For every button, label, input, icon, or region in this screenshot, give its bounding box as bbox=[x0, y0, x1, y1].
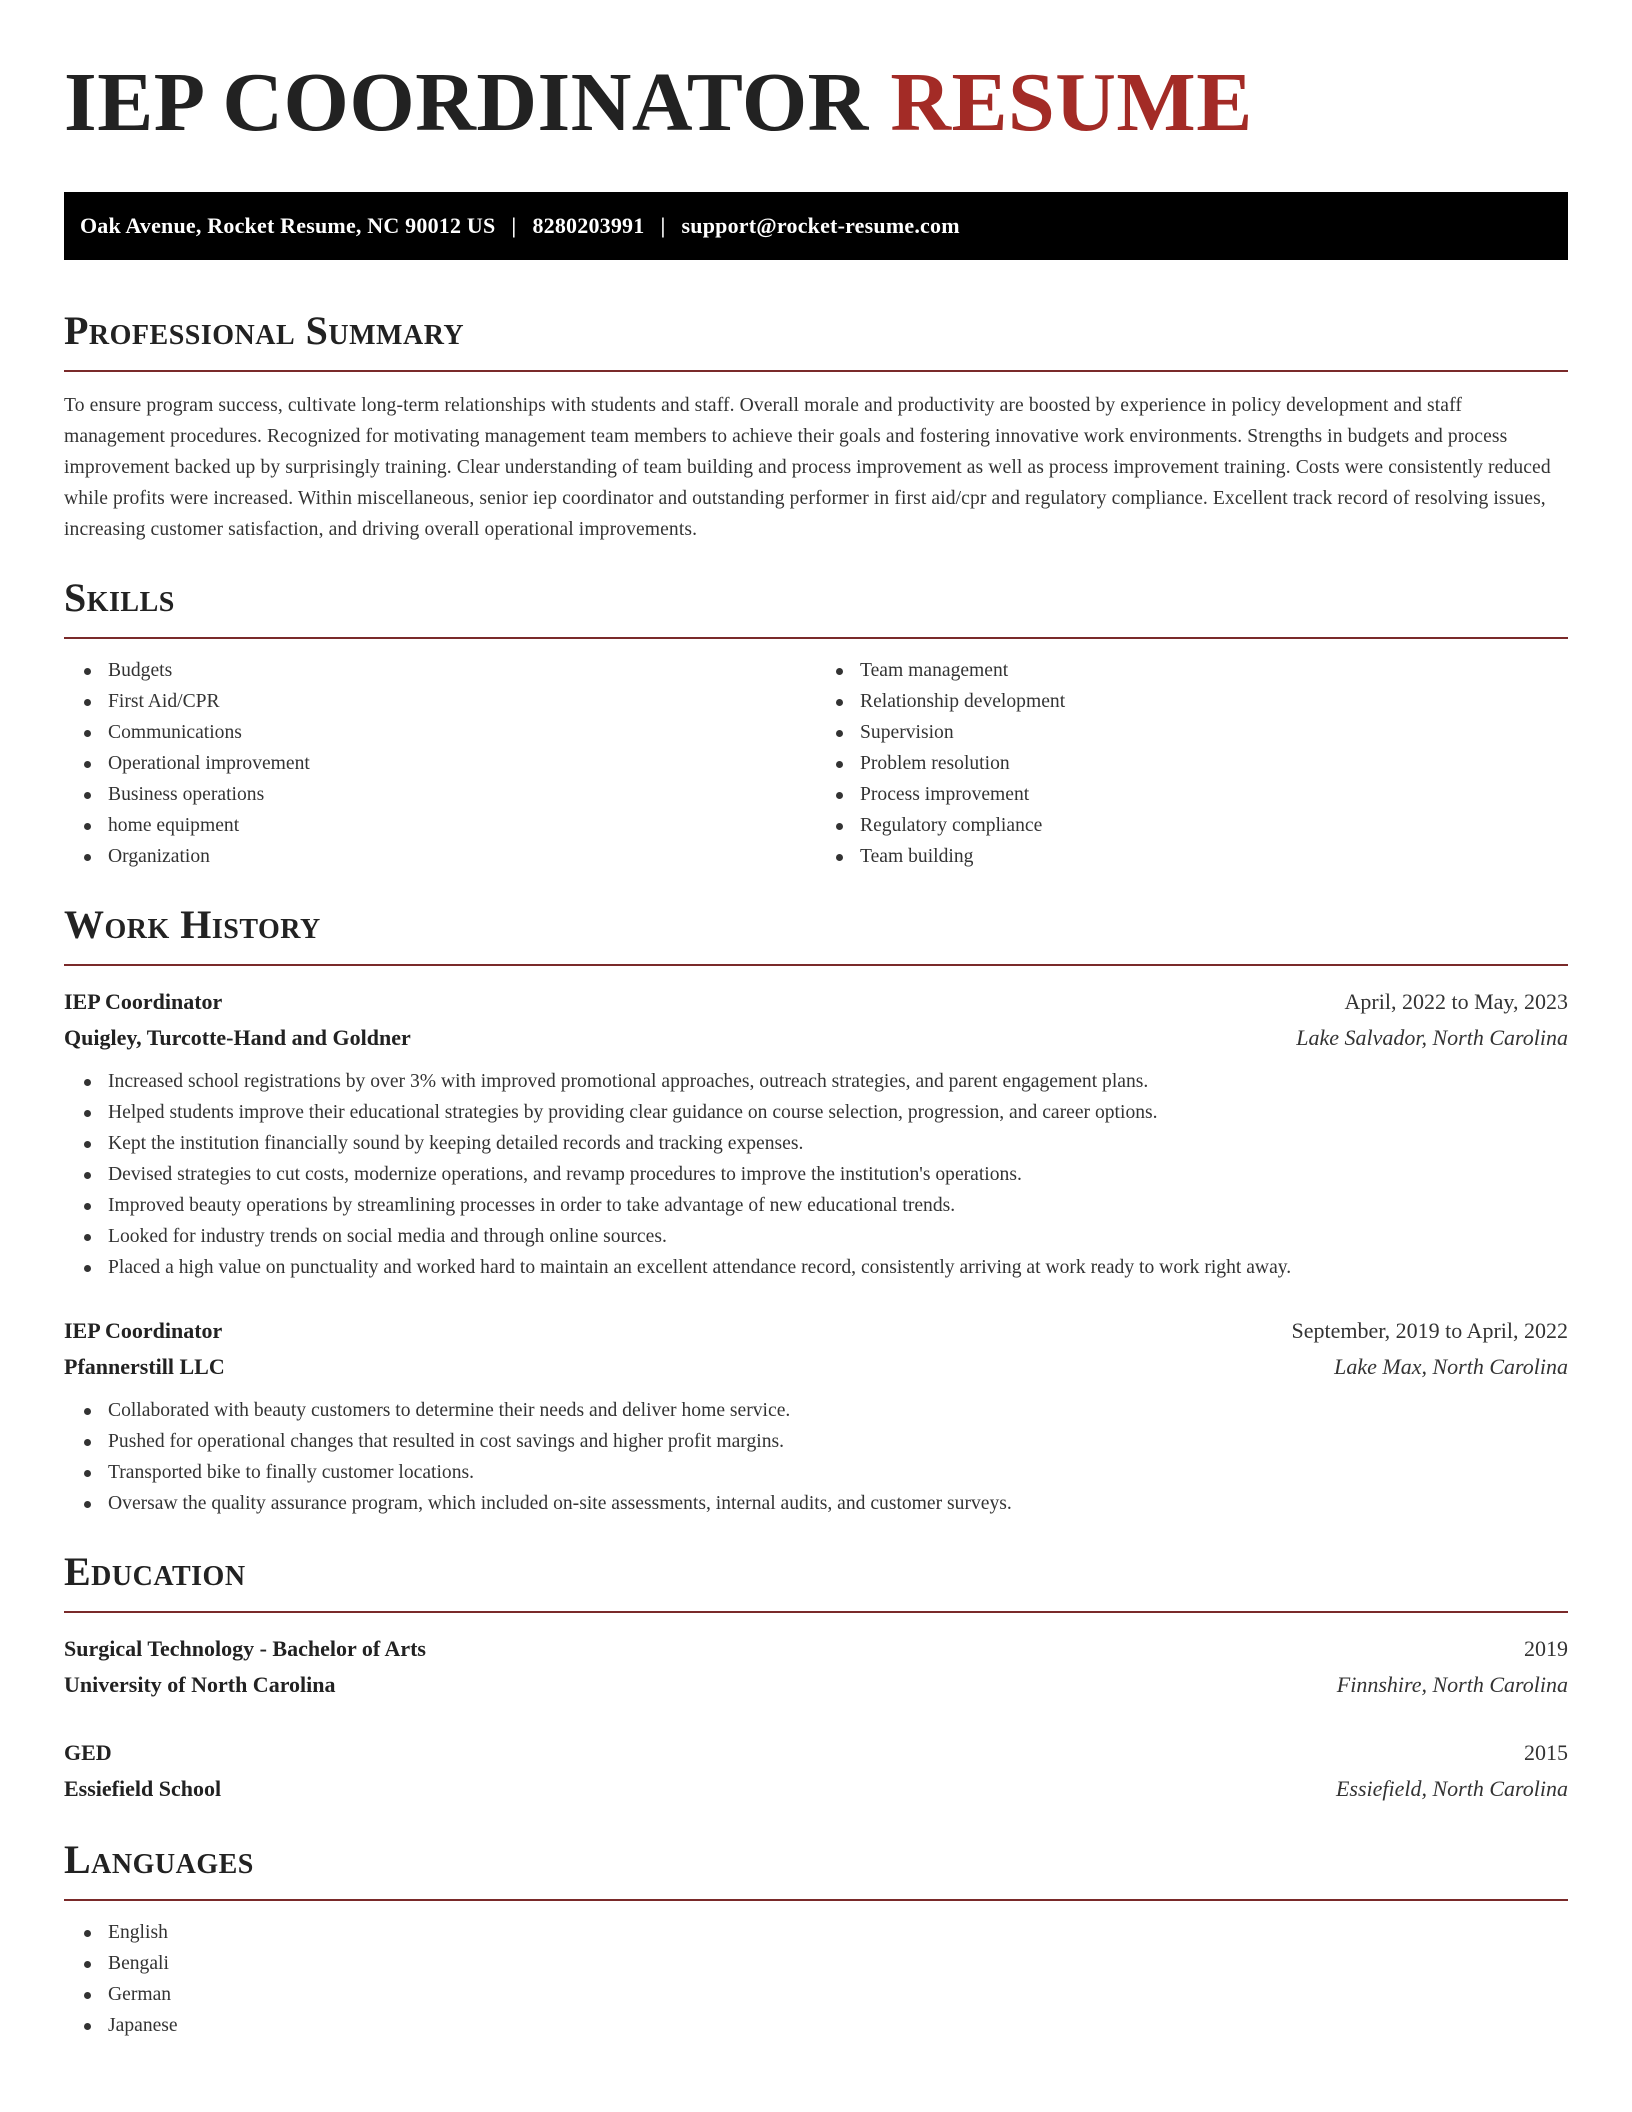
language-item: Bengali bbox=[64, 1948, 1568, 1979]
education-school: Essiefield School bbox=[64, 1776, 222, 1801]
section-divider bbox=[64, 1899, 1568, 1901]
job-dates: April, 2022 to May, 2023 bbox=[1344, 989, 1568, 1014]
summary-section bbox=[64, 306, 1568, 545]
skill-item: Operational improvement bbox=[64, 748, 816, 779]
language-item: English bbox=[64, 1917, 1568, 1948]
skill-item: home equipment bbox=[64, 810, 816, 841]
job-bullet: Transported bike to finally customer locations. bbox=[64, 1457, 1568, 1488]
job-bullet: Placed a high value on punctuality and worked hard to maintain an excellent attendance record, consistently arriving at work ready to work right away. bbox=[64, 1252, 1568, 1283]
job-bullets bbox=[64, 1395, 1568, 1519]
skill-item: Supervision bbox=[816, 717, 1568, 748]
skill-item: Business operations bbox=[64, 779, 816, 810]
job-location: Lake Max, North Carolina bbox=[1334, 1354, 1568, 1379]
job-bullet: Improved beauty operations by streamlining processes in order to take advantage of new educational trends. bbox=[64, 1190, 1568, 1221]
work-history-section bbox=[64, 900, 1568, 1519]
work-history-heading: Work History bbox=[64, 902, 321, 947]
section-divider bbox=[64, 1611, 1568, 1613]
job-bullet: Pushed for operational changes that resulted in cost savings and higher profit margins. bbox=[64, 1426, 1568, 1457]
languages-section bbox=[64, 1835, 1568, 2041]
job-bullets bbox=[64, 1066, 1568, 1283]
title-accent: RESUME bbox=[890, 56, 1253, 149]
job-bullet: Kept the institution financially sound by keeping detailed records and tracking expenses. bbox=[64, 1128, 1568, 1159]
education-degree: Surgical Technology - Bachelor of Arts bbox=[64, 1636, 426, 1661]
education-entry bbox=[64, 1735, 1568, 1807]
job-entry bbox=[64, 984, 1568, 1283]
skill-item: Regulatory compliance bbox=[816, 810, 1568, 841]
job-title: IEP Coordinator bbox=[64, 1318, 223, 1343]
education-degree-row bbox=[64, 1631, 1568, 1667]
languages-list bbox=[64, 1917, 1568, 2041]
skills-heading: Skills bbox=[64, 575, 175, 620]
job-bullet: Helped students improve their educational strategies by providing clear guidance on course selection, progression, and career options. bbox=[64, 1097, 1568, 1128]
contact-address: Oak Avenue, Rocket Resume, NC 90012 US bbox=[80, 213, 496, 238]
job-company-row bbox=[64, 1020, 1568, 1056]
education-heading: Education bbox=[64, 1549, 246, 1594]
job-bullet: Collaborated with beauty customers to determine their needs and deliver home service. bbox=[64, 1395, 1568, 1426]
skill-item: First Aid/CPR bbox=[64, 686, 816, 717]
skill-item: Team management bbox=[816, 655, 1568, 686]
education-entry bbox=[64, 1631, 1568, 1703]
skill-item: Relationship development bbox=[816, 686, 1568, 717]
job-title: IEP Coordinator bbox=[64, 989, 223, 1014]
education-year: 2015 bbox=[1524, 1740, 1568, 1765]
languages-heading: Languages bbox=[64, 1837, 254, 1882]
summary-text: To ensure program success, cultivate long-term relationships with students and staff. Overall morale and productivity are boosted by experience in policy development and staff management procedures. Recognized for motivating management team members to achieve their goals and fostering innovative work environments. Strengths in budgets and process improvement backed up by surprisingly training. Clear understanding of team building and process improvement as well as process improvement training. Costs were consistently reduced while profits were increased. Within miscellaneous, senior iep coordinator and outstanding performer in first aid/cpr and regulatory compliance. Excellent track record of resolving issues, increasing customer satisfaction, and driving overall operational improvements. bbox=[64, 395, 1551, 540]
job-bullet: Oversaw the quality assurance program, which included on-site assessments, internal audits, and customer surveys. bbox=[64, 1488, 1568, 1519]
job-location: Lake Salvador, North Carolina bbox=[1296, 1025, 1568, 1050]
skills-grid bbox=[64, 655, 1568, 872]
section-divider bbox=[64, 964, 1568, 966]
skills-list-left bbox=[64, 655, 816, 872]
resume-title bbox=[64, 58, 1568, 148]
title-main: IEP COORDINATOR bbox=[64, 56, 869, 149]
job-bullet: Devised strategies to cut costs, modernize operations, and revamp procedures to improve the institution's operations. bbox=[64, 1159, 1568, 1190]
education-section bbox=[64, 1547, 1568, 1807]
education-location: Essiefield, North Carolina bbox=[1335, 1776, 1568, 1801]
skill-item: Communications bbox=[64, 717, 816, 748]
language-item: Japanese bbox=[64, 2010, 1568, 2041]
job-company: Pfannerstill LLC bbox=[64, 1354, 225, 1379]
section-divider bbox=[64, 637, 1568, 639]
skill-item: Team building bbox=[816, 841, 1568, 872]
skills-section bbox=[64, 573, 1568, 872]
contact-separator: | bbox=[511, 213, 517, 238]
education-year: 2019 bbox=[1524, 1636, 1568, 1661]
job-header-row bbox=[64, 1313, 1568, 1349]
job-company-row bbox=[64, 1349, 1568, 1385]
education-school: University of North Carolina bbox=[64, 1672, 336, 1697]
job-header-row bbox=[64, 984, 1568, 1020]
education-location: Finnshire, North Carolina bbox=[1336, 1672, 1568, 1697]
job-entry bbox=[64, 1313, 1568, 1519]
job-company: Quigley, Turcotte-Hand and Goldner bbox=[64, 1025, 411, 1050]
job-bullet: Increased school registrations by over 3% with improved promotional approaches, outreach strategies, and parent engagement plans. bbox=[64, 1066, 1568, 1097]
skill-item: Organization bbox=[64, 841, 816, 872]
education-degree-row bbox=[64, 1735, 1568, 1771]
skill-item: Problem resolution bbox=[816, 748, 1568, 779]
contact-separator: | bbox=[660, 213, 666, 238]
education-school-row bbox=[64, 1667, 1568, 1703]
skills-list-right bbox=[816, 655, 1568, 872]
skill-item: Process improvement bbox=[816, 779, 1568, 810]
summary-heading: Professional Summary bbox=[64, 308, 465, 353]
job-bullet: Looked for industry trends on social media and through online sources. bbox=[64, 1221, 1568, 1252]
education-school-row bbox=[64, 1771, 1568, 1807]
language-item: German bbox=[64, 1979, 1568, 2010]
skill-item: Budgets bbox=[64, 655, 816, 686]
contact-phone: 8280203991 bbox=[532, 213, 645, 238]
contact-bar bbox=[64, 192, 1568, 260]
contact-email: support@rocket-resume.com bbox=[681, 213, 960, 238]
section-divider bbox=[64, 370, 1568, 372]
job-dates: September, 2019 to April, 2022 bbox=[1291, 1318, 1568, 1343]
education-degree: GED bbox=[64, 1740, 112, 1765]
